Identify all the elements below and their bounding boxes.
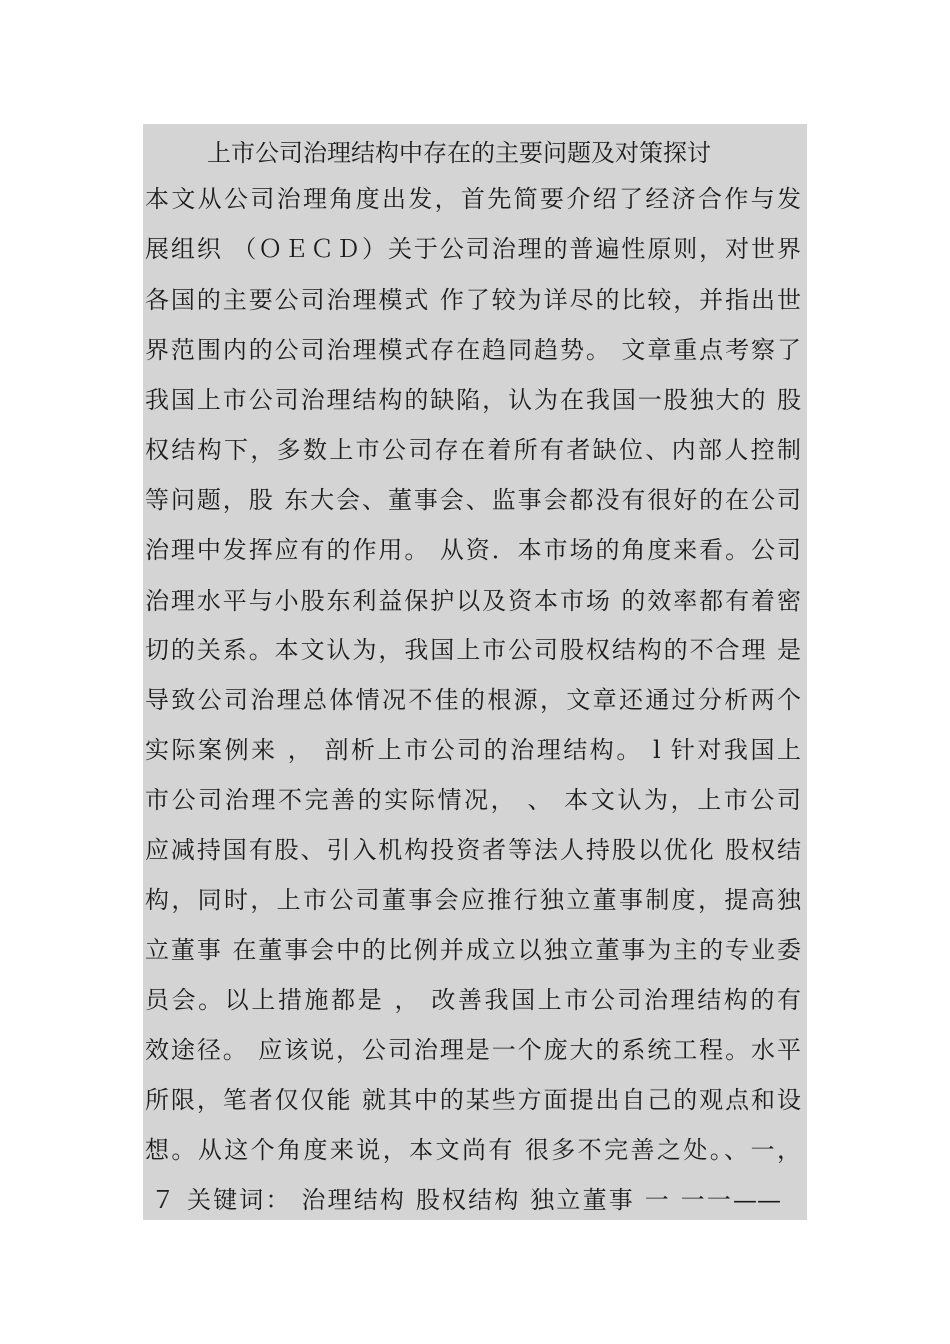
body-line: 所限，笔者仅仅能 就其中的某些方面提出自己的观点和设 [145, 1086, 801, 1114]
body-line: 权结构下，多数上市公司存在着所有者缺位、内部人控制 [145, 436, 801, 464]
body-line: 等问题，股 东大会、董事会、监事会都没有很好的在公司 [145, 486, 801, 514]
body-line: 想。从这个角度来说，本文尚有 很多不完善之处。、一， [145, 1136, 801, 1164]
body-line: 展组织 （ＯＥＣＤ）关于公司治理的普遍性原则，对世界 [145, 235, 801, 263]
body-line: 市公司治理不完善的实际情况， 、 本文认为，上市公司 [145, 786, 801, 814]
body-line: 立董事 在董事会中的比例并成立以独立董事为主的专业委 [145, 936, 801, 964]
body-line: 实际案例来 ， 剖析上市公司的治理结构。 l 针对我国上 [145, 736, 801, 764]
body-line: 我国上市公司治理结构的缺陷，认为在我国一股独大的 股 [145, 386, 801, 414]
body-line: 切的关系。本文认为，我国上市公司股权结构的不合理 是 [145, 636, 801, 664]
body-line: 各国的主要公司治理模式 作了较为详尽的比较，并指出世 [145, 286, 801, 314]
body-line: 治理水平与小股东利益保护以及资本市场 的效率都有着密 [145, 587, 801, 615]
body-line: 构，同时，上市公司董事会应推行独立董事制度，提高独 [145, 886, 801, 914]
keywords-line: ７ 关键词： 治理结构 股权结构 独立董事 一 一一—— [151, 1186, 781, 1214]
body-line: 员会。以上措施都是 ， 改善我国上市公司治理结构的有 [145, 986, 801, 1014]
body-line: 治理中发挥应有的作用。 从资．本市场的角度来看。公司 [145, 536, 801, 564]
body-line: 本文从公司治理角度出发，首先简要介绍了经济合作与发 [145, 185, 801, 213]
body-line: 应减持国有股、引入机构投资者等法人持股以优化 股权结 [145, 836, 801, 864]
document-text-block [143, 124, 807, 1220]
body-line: 界范围内的公司治理模式存在趋同趋势。 文章重点考察了 [145, 336, 801, 364]
body-line: 导致公司治理总体情况不佳的根源，文章还通过分析两个 [145, 686, 801, 714]
document-title: 上市公司治理结构中存在的主要问题及对策探讨 [207, 139, 711, 167]
body-line: 效途径。 应该说，公司治理是一个庞大的系统工程。水平 [145, 1036, 801, 1064]
